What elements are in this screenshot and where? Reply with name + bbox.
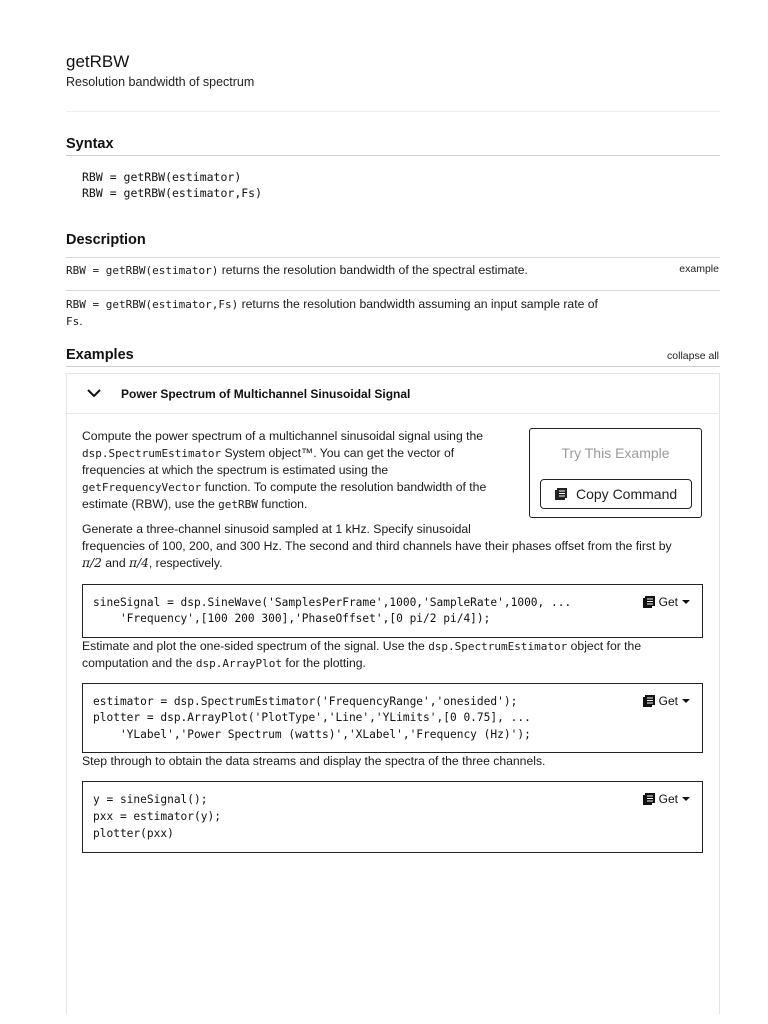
syntax-heading: Syntax: [66, 136, 114, 152]
intro-text: System object™. You can get the vector of: [221, 446, 455, 460]
copy-command-label: Copy Command: [576, 486, 678, 502]
get-button[interactable]: [643, 595, 690, 609]
try-example-button[interactable]: Try This Example: [561, 445, 670, 461]
estimate-text: object for the: [567, 639, 642, 653]
generate-text: frequencies of 100, 200, and 300 Hz. The second and third channels have their phases offset from the first by: [82, 539, 672, 553]
intro-text: frequencies at which the spectrum is estimated using the: [82, 463, 389, 477]
get-label: Get: [658, 792, 678, 806]
math-pi-over-2: π/2: [82, 556, 102, 570]
code-line: y = sineSignal();: [93, 793, 208, 806]
get-label: Get: [658, 595, 678, 609]
example-intro: [82, 428, 522, 513]
syntax-rule: [66, 155, 720, 156]
code-block-2: [82, 683, 703, 753]
get-label: Get: [658, 694, 678, 708]
estimate-text: Estimate and plot the one-sided spectrum of the signal. Use the: [82, 639, 429, 653]
copy-command-button[interactable]: [540, 479, 692, 509]
intro-code: dsp.SpectrumEstimator: [82, 447, 222, 460]
description-text: returns the resolution bandwidth assuming an input sample rate of: [238, 297, 598, 311]
copy-icon: [554, 487, 568, 501]
code-line: plotter = dsp.ArrayPlot('PlotType','Line','YLimits',[0 0.75], ...: [93, 711, 531, 724]
description-row-1: [66, 262, 720, 279]
generate-text: and: [101, 556, 129, 570]
syntax-line-2: RBW = getRBW(estimator,Fs): [82, 186, 263, 200]
page-subtitle: Resolution bandwidth of spectrum: [66, 75, 255, 89]
estimate-text: for the plotting.: [281, 656, 366, 670]
get-button[interactable]: [643, 694, 690, 708]
intro-text: function.: [257, 497, 308, 511]
chevron-down-icon[interactable]: [86, 386, 102, 400]
examples-rule: [66, 366, 720, 367]
code-line: sineSignal = dsp.SineWave('SamplesPerFrame',1000,'SampleRate',1000, ...: [93, 596, 572, 609]
example-header-divider: [67, 413, 718, 414]
estimate-code: dsp.SpectrumEstimator: [428, 640, 568, 653]
intro-text: function. To compute the resolution bandwidth of the: [201, 480, 487, 494]
code-block-3: [82, 781, 703, 853]
description-period: .: [79, 314, 83, 328]
intro-code: getRBW: [218, 498, 258, 511]
example-step-text: Step through to obtain the data streams and display the spectra of the three channels.: [82, 754, 546, 768]
collapse-all-link[interactable]: collapse all: [667, 350, 719, 362]
header-divider: [66, 111, 720, 112]
caret-down-icon: [682, 698, 690, 704]
description-syntax-code: RBW = getRBW(estimator): [66, 264, 219, 277]
copy-icon: [643, 793, 655, 805]
generate-text: , respectively.: [148, 556, 223, 570]
code-line: 'YLabel','Power Spectrum (watts)','XLabel','Frequency (Hz)');: [93, 728, 531, 741]
page-title: getRBW: [66, 52, 130, 71]
description-row-2: [66, 296, 628, 330]
description-rule: [66, 257, 720, 258]
description-syntax-code: RBW = getRBW(estimator,Fs): [66, 298, 239, 311]
estimate-text: computation and the: [82, 656, 196, 670]
code-line: estimator = dsp.SpectrumEstimator('FrequencyRange','onesided');: [93, 695, 518, 708]
example-link[interactable]: example: [679, 263, 719, 275]
description-heading: Description: [66, 232, 146, 248]
syntax-line-1: RBW = getRBW(estimator): [82, 170, 242, 184]
get-button[interactable]: [643, 792, 690, 806]
intro-text: Compute the power spectrum of a multichannel sinusoidal signal using the: [82, 429, 484, 443]
caret-down-icon: [682, 599, 690, 605]
estimate-code: dsp.ArrayPlot: [195, 657, 282, 670]
description-row-divider: [66, 290, 720, 291]
description-text: returns the resolution bandwidth of the spectral estimate.: [218, 263, 528, 277]
intro-text: estimate (RBW), use the: [82, 497, 219, 511]
intro-code: getFrequencyVector: [82, 481, 202, 494]
examples-heading: Examples: [66, 347, 134, 363]
code-line: pxx = estimator(y);: [93, 810, 221, 823]
code-line: 'Frequency',[100 200 300],'PhaseOffset',[0 pi/2 pi/4]);: [93, 612, 491, 625]
copy-icon: [643, 596, 655, 608]
code-block-1: [82, 584, 703, 638]
example-title[interactable]: Power Spectrum of Multichannel Sinusoidal Signal: [121, 387, 411, 401]
caret-down-icon: [682, 796, 690, 802]
description-arg-code: Fs: [66, 315, 80, 328]
example-estimate-text: [82, 638, 702, 672]
code-line: plotter(pxx): [93, 827, 174, 840]
math-pi-over-4: π/4: [128, 556, 149, 570]
copy-icon: [643, 695, 655, 707]
example-generate-text: [82, 521, 702, 572]
generate-text: Generate a three-channel sinusoid sampled at 1 kHz. Specify sinusoidal: [82, 522, 471, 536]
